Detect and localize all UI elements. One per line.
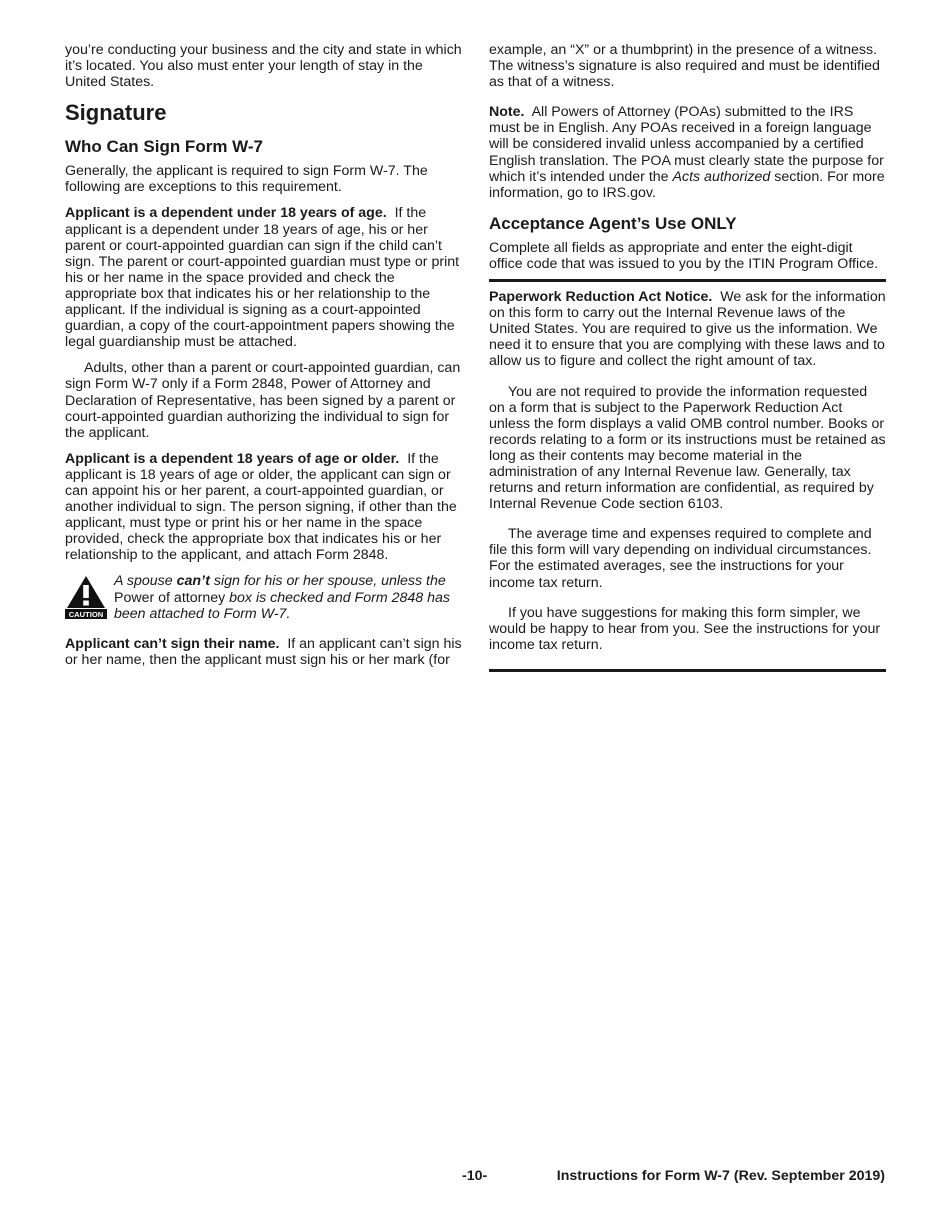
acceptance-agent-paragraph: Complete all fields as appropriate and enter the eight-digit office code that was issued to you by the ITIN Program Office. bbox=[489, 239, 879, 272]
caution-label: CAUTION bbox=[68, 610, 104, 620]
who-can-sign-paragraph: Generally, the applicant is required to sign Form W-7. The following are exceptions to this requirement. bbox=[65, 163, 428, 196]
intro-paragraph: you’re conducting your business and the city and state in which it’s located. You also must enter your length of stay in the United States. bbox=[65, 42, 462, 91]
caution-text-bold: can’t bbox=[176, 573, 210, 590]
caution-text-part1: A spouse bbox=[114, 573, 177, 590]
pra-paragraph-1 bbox=[489, 289, 886, 369]
over-18-text: If the applicant is 18 years of age or older, the applicant can sign or can appoint his or her parent, a court-appointed guardian, or another individual to sign. The person signing, if other than the applicant, must type or print his or her name in the space provided, check the appropriate box that indicates his or her relationship to the applicant, and attach Form 2848. bbox=[65, 450, 457, 564]
left-column bbox=[65, 42, 462, 678]
caution-note bbox=[65, 573, 462, 621]
section-bottom-rule bbox=[489, 669, 886, 672]
caution-text-roman: Power of attorney bbox=[114, 589, 226, 606]
pra-paragraph-2: You are not required to provide the information requested on a form that is subject to the Paperwork Reduction Act unless the form displays a valid OMB control number. Books or records relating to a form or its instructions must be retained as long as their contents may become material in the administration of any Internal Revenue law. Generally, tax returns and return information are confidential, as required by Internal Revenue Code section 6103. bbox=[489, 383, 886, 513]
adults-paragraph: Adults, other than a parent or court-appointed guardian, can sign Form W-7 only if a Form 2848, Power of Attorney and Declaration of Representative, has been signed by a parent or court-appointed guardian authorizing the individual to sign for the applicant. bbox=[65, 360, 461, 441]
pra-paragraph-4: If you have suggestions for making this form simpler, we would be happy to hear from you. See the instructions for your income tax return. bbox=[489, 604, 881, 653]
under-18-text: If the applicant is a dependent under 18 years of age, his or her parent or court-appointed guardian can sign if the child can’t sign. The parent or court-appointed guardian must type or print his or her name in the space provided and check the appropriate box that indicates his or her relationship to the applicant. If the individual is signing as a court-appointed guardian, a copy of the court-appointment papers showing the legal guardianship must be attached. bbox=[65, 205, 460, 351]
paperwork-reduction-section bbox=[489, 279, 886, 653]
note-text-italic: Acts authorized bbox=[672, 168, 771, 185]
over-18-paragraph bbox=[65, 451, 462, 564]
note-text-part2: section. For more information, go to IRS.gov. bbox=[489, 168, 885, 201]
caution-text-part2: sign for his or her spouse, unless the bbox=[209, 573, 446, 590]
who-can-sign-heading: Who Can Sign Form W-7 bbox=[65, 137, 263, 157]
cant-sign-text: If an applicant can’t sign his or her name, then the applicant must sign his or her mark (for bbox=[65, 635, 462, 668]
continued-paragraph: example, an “X” or a thumbprint) in the presence of a witness. The witness’s signature is also required and must be identified as that of a witness. bbox=[489, 42, 880, 91]
cant-sign-paragraph bbox=[65, 636, 462, 668]
note-text-part1: All Powers of Attorney (POAs) submitted to the IRS must be in English. Any POAs received in a foreign language will be considered invalid unless accompanied by a certified English translation. The POA must clearly state the purpose for which it’s intended under the bbox=[489, 104, 884, 185]
pra-runin: Paperwork Reduction Act Notice. bbox=[489, 289, 713, 306]
caution-text bbox=[114, 573, 462, 621]
acceptance-agent-heading: Acceptance Agent’s Use ONLY bbox=[489, 213, 737, 233]
page-number: -10- bbox=[462, 1168, 488, 1184]
footer-title: Instructions for Form W-7 (Rev. September 2019) bbox=[556, 1168, 885, 1184]
pra-paragraph-3: The average time and expenses required to complete and file this form will vary depending on individual circumstances. For the estimated averages, see the instructions for your income tax return. bbox=[489, 526, 872, 591]
caution-text-part3: box is checked and Form 2848 has been attached to Form W-7. bbox=[114, 589, 450, 622]
note-paragraph bbox=[489, 104, 886, 201]
caution-icon bbox=[65, 575, 107, 619]
under-18-runin: Applicant is a dependent under 18 years of age. bbox=[65, 205, 387, 222]
under-18-paragraph bbox=[65, 205, 462, 350]
right-column bbox=[489, 42, 886, 672]
cant-sign-runin: Applicant can’t sign their name. bbox=[65, 635, 280, 652]
pra-text: We ask for the information on this form to carry out the Internal Revenue laws of the United States. You are required to give us the information. We need it to ensure that you are complying with these laws and to allow us to figure and collect the right amount of tax. bbox=[489, 289, 886, 370]
signature-heading: Signature bbox=[65, 100, 167, 126]
over-18-runin: Applicant is a dependent 18 years of age or older. bbox=[65, 450, 400, 467]
note-runin: Note. bbox=[489, 104, 525, 121]
